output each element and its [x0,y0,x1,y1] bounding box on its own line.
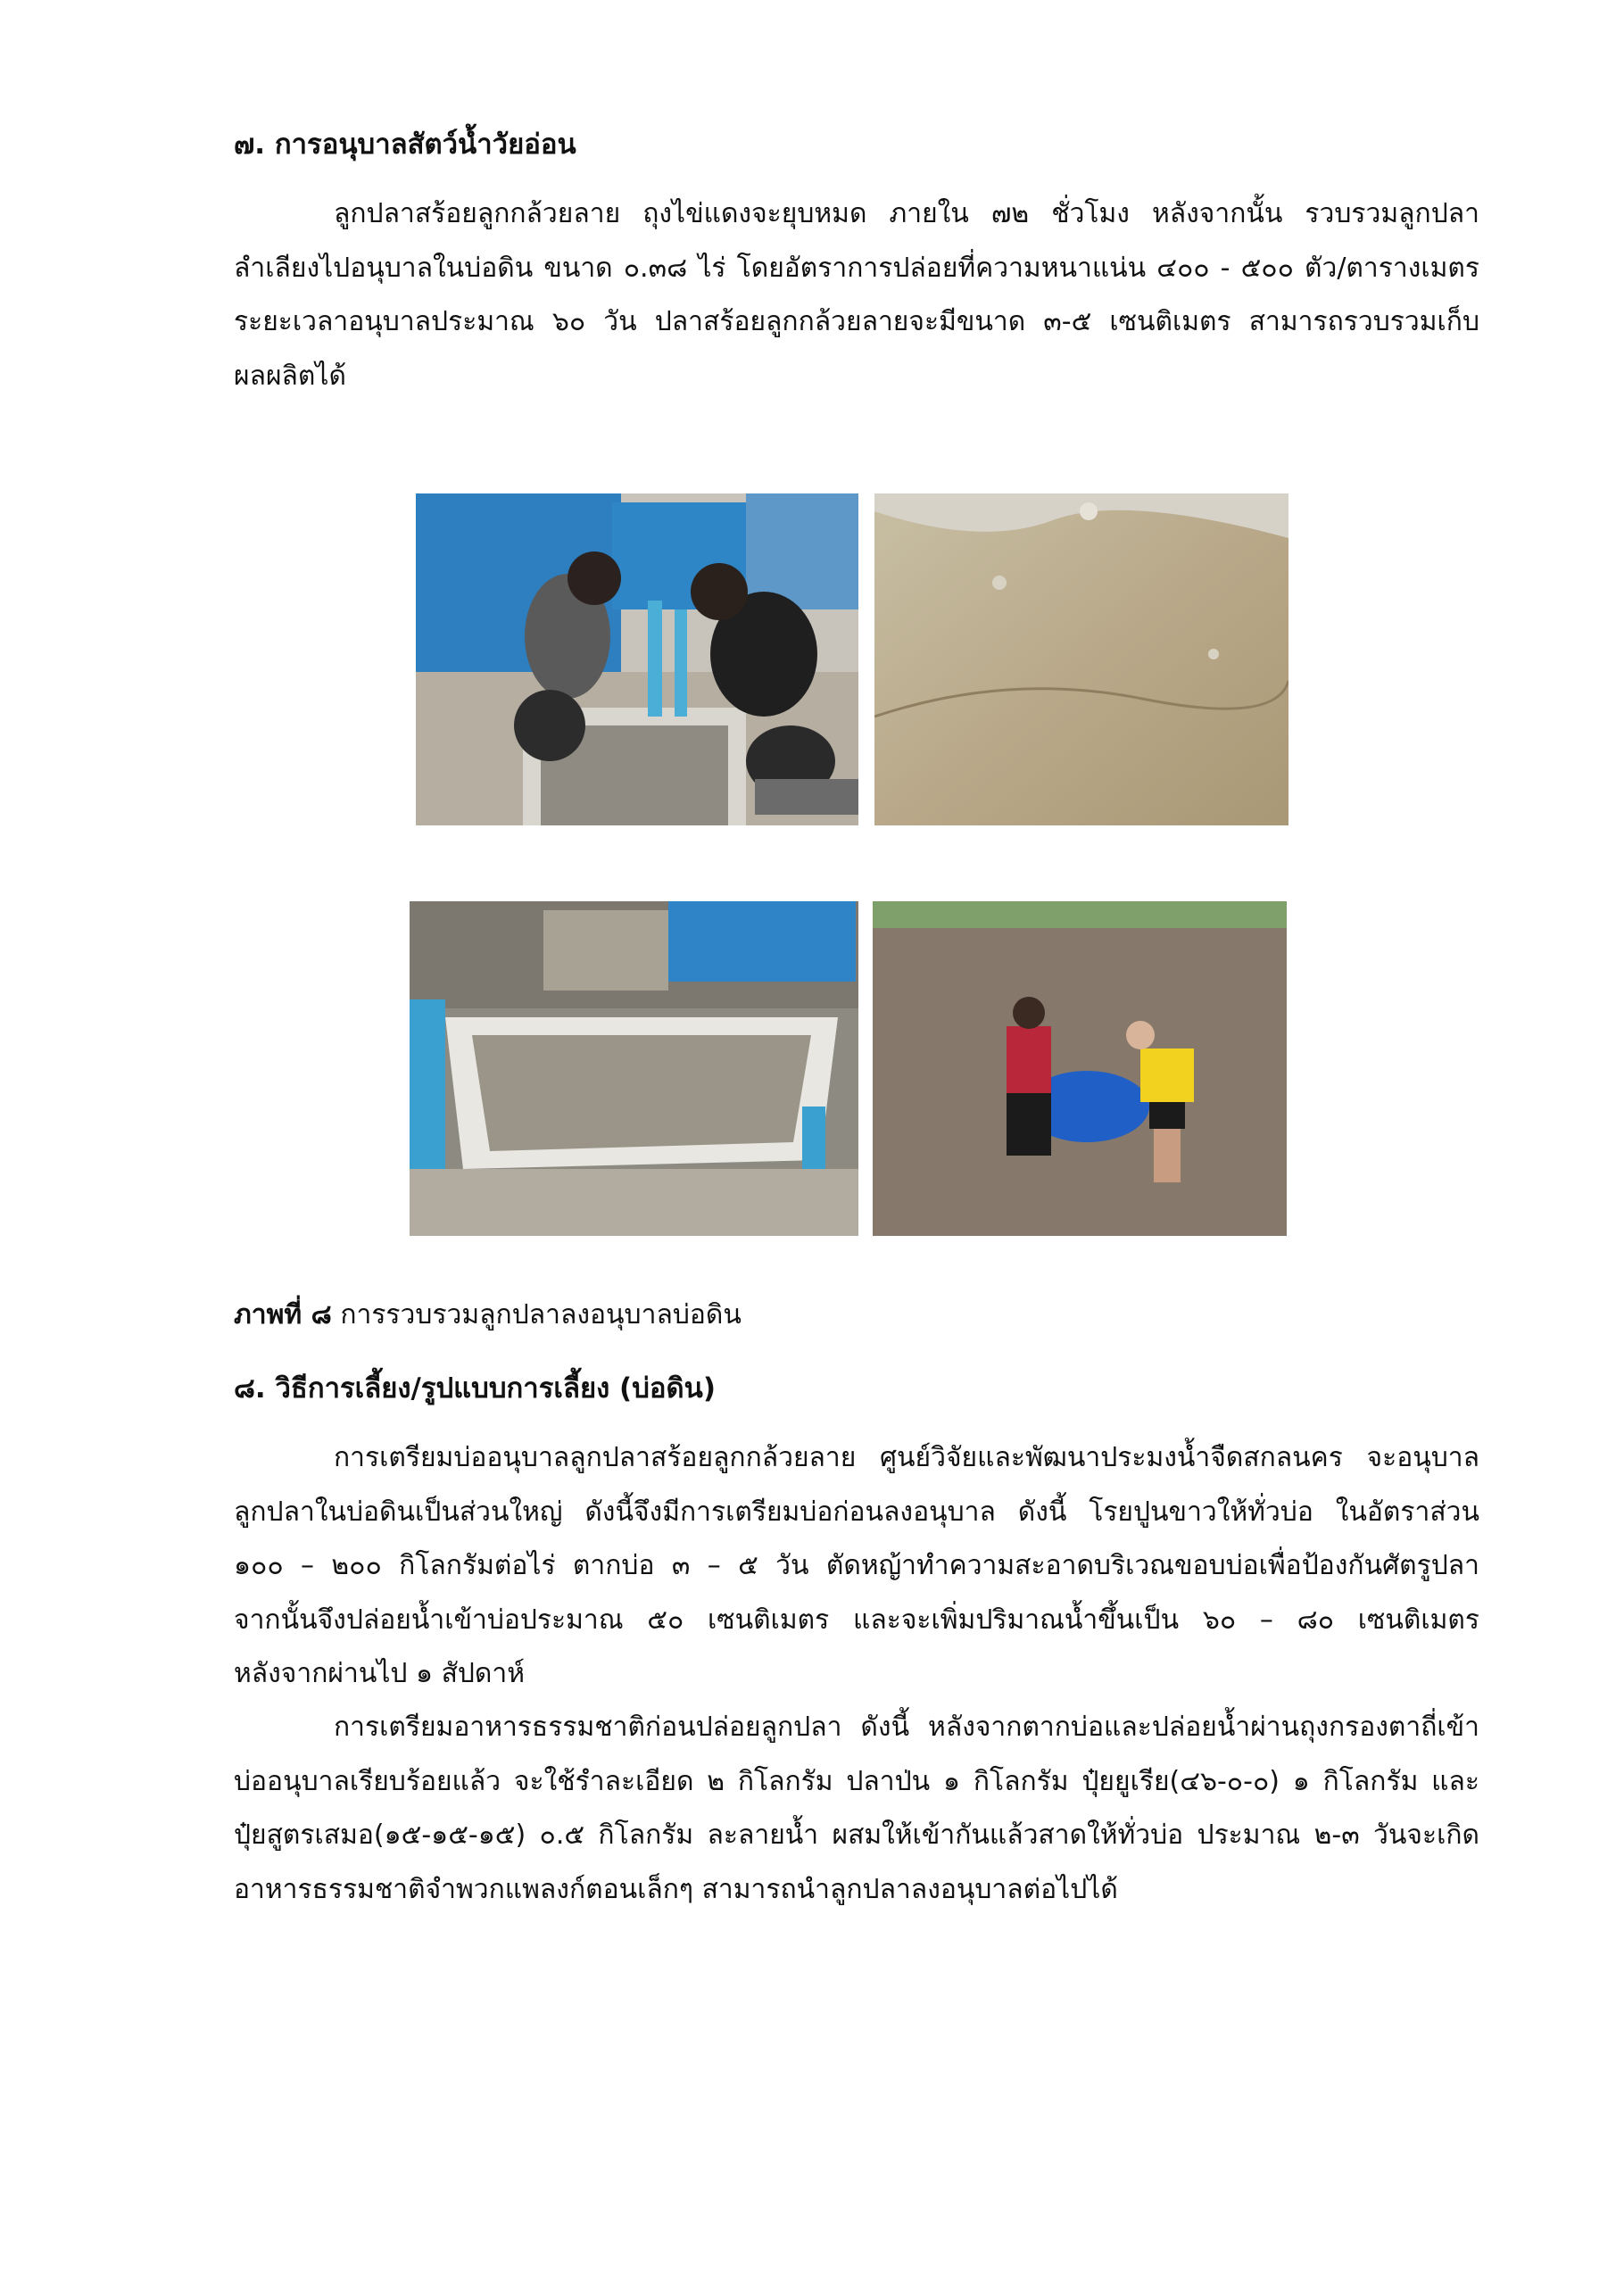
text-line: การเตรียมบ่ออนุบาลลูกปลาสร้อยลูกกล้วยลาย ศูนย์วิจัยและพัฒนาประมงน้ำจืดสกลนคร จะอนุบาล [334,1442,1479,1473]
section-8-paragraph-1 [234,1431,1479,1702]
text-line: ลูกปลาสร้อยลูกกล้วยลาย ถุงไข่แดงจะยุบหมด ภายใน ๗๒ ชั่วโมง หลังจากนั้น รวบรวมลูกปลา [334,198,1479,229]
section-7-paragraph [234,187,1479,403]
text-line: อาหารธรรมชาติจำพวกแพลงก์ตอนเล็กๆ สามารถนำลูกปลาลงอนุบาลต่อไปได้ [234,1873,1118,1905]
figure-caption [234,1296,742,1335]
text-line: ลำเลียงไปอนุบาลในบ่อดิน ขนาด ๐.๓๘ ไร่ โดยอัตราการปล่อยที่ความหนาแน่น ๔๐๐ - ๕๐๐ ตัว/ตารางเมตร [234,252,1479,284]
text-line: ระยะเวลาอนุบาลประมาณ ๖๐ วัน ปลาสร้อยลูกกล้วยลายจะมีขนาด ๓-๕ เซนติเมตร สามารถรวบรวมเก็บ [234,306,1479,337]
text-line: การเตรียมอาหารธรรมชาติก่อนปล่อยลูกปลา ดังนี้ หลังจากตากบ่อและปล่อยน้ำผ่านถุงกรองตาถี่เข้า [334,1712,1479,1743]
text-line: ๑๐๐ – ๒๐๐ กิโลกรัมต่อไร่ ตากบ่อ ๓ – ๕ วัน ตัดหญ้าทำความสะอาดบริเวณขอบบ่อเพื่อป้องกันศัตรูปลา [234,1550,1479,1581]
text-line: ผลผลิตได้ [234,360,346,392]
photo-hapa-net-tank [410,901,858,1236]
text-line: จากนั้นจึงปล่อยน้ำเข้าบ่อประมาณ ๕๐ เซนติเมตร และจะเพิ่มปริมาณน้ำขึ้นเป็น ๖๐ – ๘๐ เซนติเมตร [234,1604,1479,1636]
photo-collecting-fry-tank [416,493,858,825]
text-line: บ่ออนุบาลเรียบร้อยแล้ว จะใช้รำละเอียด ๒ กิโลกรัม ปลาป่น ๑ กิโลกรัม ปุ๋ยยูเรีย(๔๖-๐-๐) ๑ กิโลกรัม และ [234,1765,1479,1797]
figure-label: ภาพที่ ๘ [234,1299,332,1330]
photo-fry-water-closeup [874,493,1288,825]
section-7-heading: ๗. การอนุบาลสัตว์น้ำวัยอ่อน [234,128,576,161]
section-8-heading: ๘. วิธีการเลี้ยง/รูปแบบการเลี้ยง (บ่อดิน) [234,1372,716,1405]
text-line: หลังจากผ่านไป ๑ สัปดาห์ [234,1658,526,1689]
section-8-paragraph-2 [234,1701,1479,1917]
text-line: ปุ๋ยสูตรเสมอ(๑๕-๑๕-๑๕) ๐.๕ กิโลกรัม ละลายน้ำ ผสมให้เข้ากันแล้วสาดให้ทั่วบ่อ ประมาณ ๒-๓ วันจะเกิด [234,1819,1479,1851]
figure-caption-text: การรวบรวมลูกปลาลงอนุบาลบ่อดิน [340,1299,742,1330]
text-line: ลูกปลาในบ่อดินเป็นส่วนใหญ่ ดังนี้จึงมีการเตรียมบ่อก่อนลงอนุบาล ดังนี้ โรยปูนขาวให้ทั่วบ่อ ในอัตราส่วน [234,1496,1479,1528]
photo-releasing-fry-pond [873,901,1287,1236]
